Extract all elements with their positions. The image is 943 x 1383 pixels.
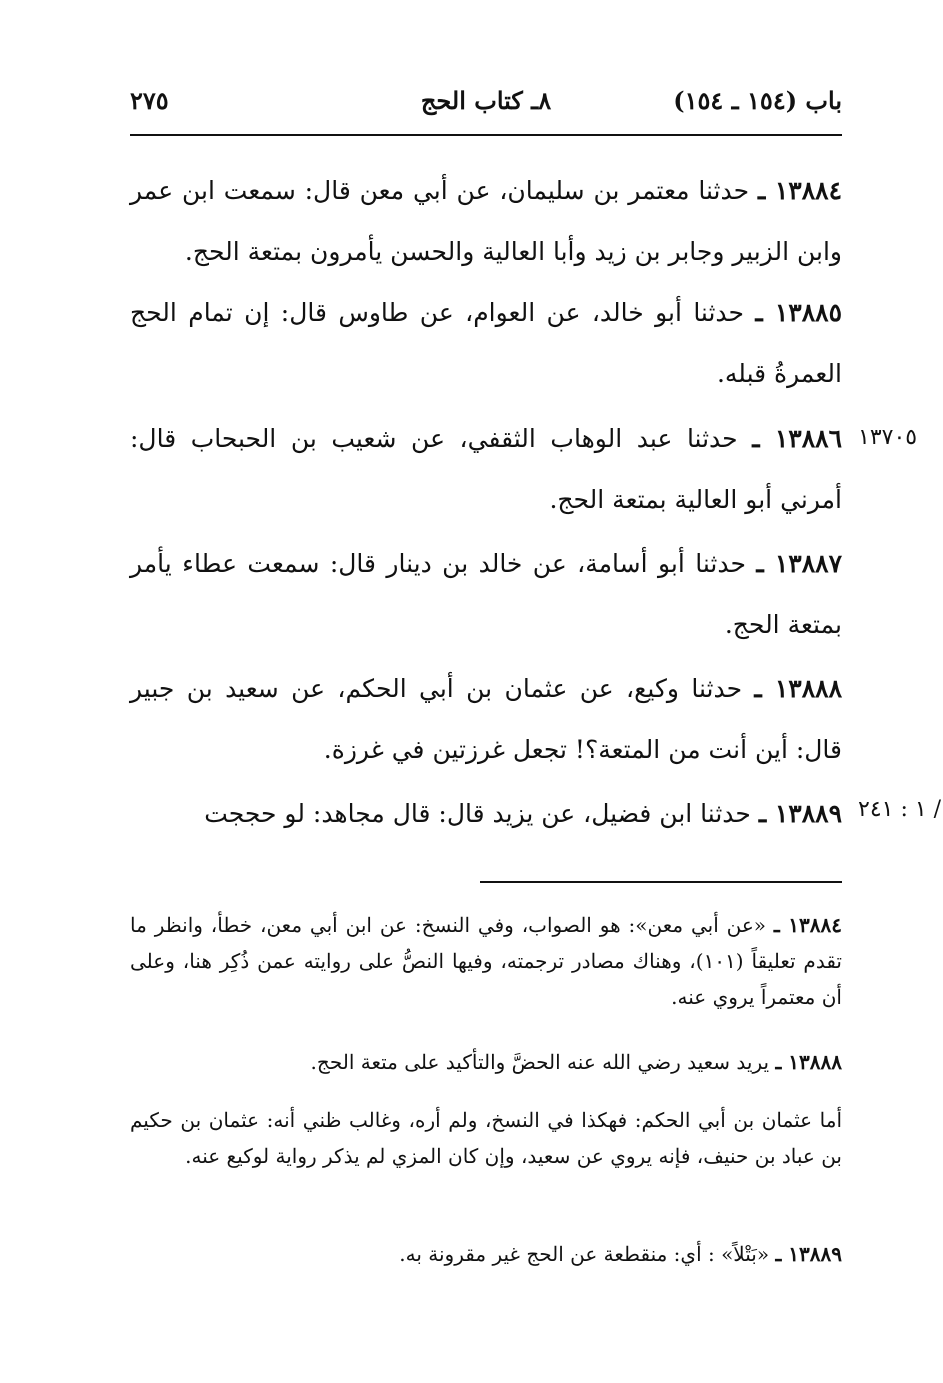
hadith-number: ١٣٨٨٨ ـ [754,674,842,703]
margin-reference: ١٣٧٠٥ [858,425,918,450]
footnote [130,1044,842,1080]
hadith-entry [130,533,842,655]
running-header [130,82,842,128]
header-divider [130,134,842,136]
footnote [130,1236,842,1272]
hadith-number: ١٣٨٨٧ ـ [756,549,843,578]
hadith-number: ١٣٨٨٥ ـ [755,298,843,327]
hadith-number: ١٣٨٨٤ ـ [757,176,843,205]
hadith-entry [130,282,842,404]
footnote-number: ١٣٨٨٤ ـ [773,913,842,937]
margin-reference: / ١ : ٢٤١ [858,797,942,822]
hadith-entry [130,783,842,844]
hadith-number: ١٣٨٨٩ ـ [758,799,842,828]
footnote-divider [480,881,842,883]
hadith-text: حدثنا عبد الوهاب الثقفي، عن شعيب بن الحبحاب قال: أمرني أبو العالية بمتعة الحج. [130,424,842,514]
footnote-number: ١٣٨٨٩ ـ [775,1242,842,1266]
hadith-text: حدثنا وكيع، عن عثمان بن أبي الحكم، عن سعيد بن جبير قال: أين أنت من المتعة؟! تجعل غرزتين في غرزة. [130,674,842,764]
hadith-text: حدثنا أبو خالد، عن العوام، عن طاوس قال: إن تمام الحج العمرةُ قبله. [130,298,842,388]
hadith-number: ١٣٨٨٦ ـ [752,424,843,453]
footnote [130,1102,842,1174]
footnote-text: يريد سعيد رضي الله عنه الحضَّ والتأكيد على متعة الحج. [310,1050,770,1074]
footnote-number: ١٣٨٨٨ ـ [775,1050,842,1074]
footnote [130,907,842,1015]
footnote-text: أما عثمان بن أبي الحكم: فهكذا في النسخ، ولم أره، وغالب ظني أنه: عثمان بن حكيم بن عباد بن حنيف، فإنه يروي عن سعيد، وإن كان المزي لم يذكر رواية لوكيع عنه. [130,1108,842,1168]
footnote-text: «عن أبي معن»: هو الصواب، وفي النسخ: عن ابن أبي معن، خطأ، وانظر ما تقدم تعليقاً (١٠١)، وهناك مصادر ترجمته، وفيها النصُّ على روايته عمن ذُكِر هنا، وعلى أن معتمراً يروي عنه. [130,913,842,1009]
hadith-text: حدثنا أبو أسامة، عن خالد بن دينار قال: سمعت عطاء يأمر بمتعة الحج. [130,549,842,639]
chapter-range: باب (١٥٤ ـ ١٥٤) [673,86,842,115]
hadith-text: حدثنا معتمر بن سليمان، عن أبي معن قال: سمعت ابن عمر وابن الزبير وجابر بن زيد وأبا العالية والحسن يأمرون بمتعة الحج. [130,176,842,266]
hadith-entry [130,658,842,780]
hadith-entry [130,160,842,282]
hadith-text: حدثنا ابن فضيل، عن يزيد قال: قال مجاهد: لو حججت [204,799,751,828]
hadith-entry [130,408,842,530]
footnote-text: «بَتْلاً» : أي: منقطعة عن الحج غير مقرونة به. [399,1242,770,1266]
book-title: ٨ـ كتاب الحج [420,86,552,115]
page-number: ٢٧٥ [130,86,169,115]
